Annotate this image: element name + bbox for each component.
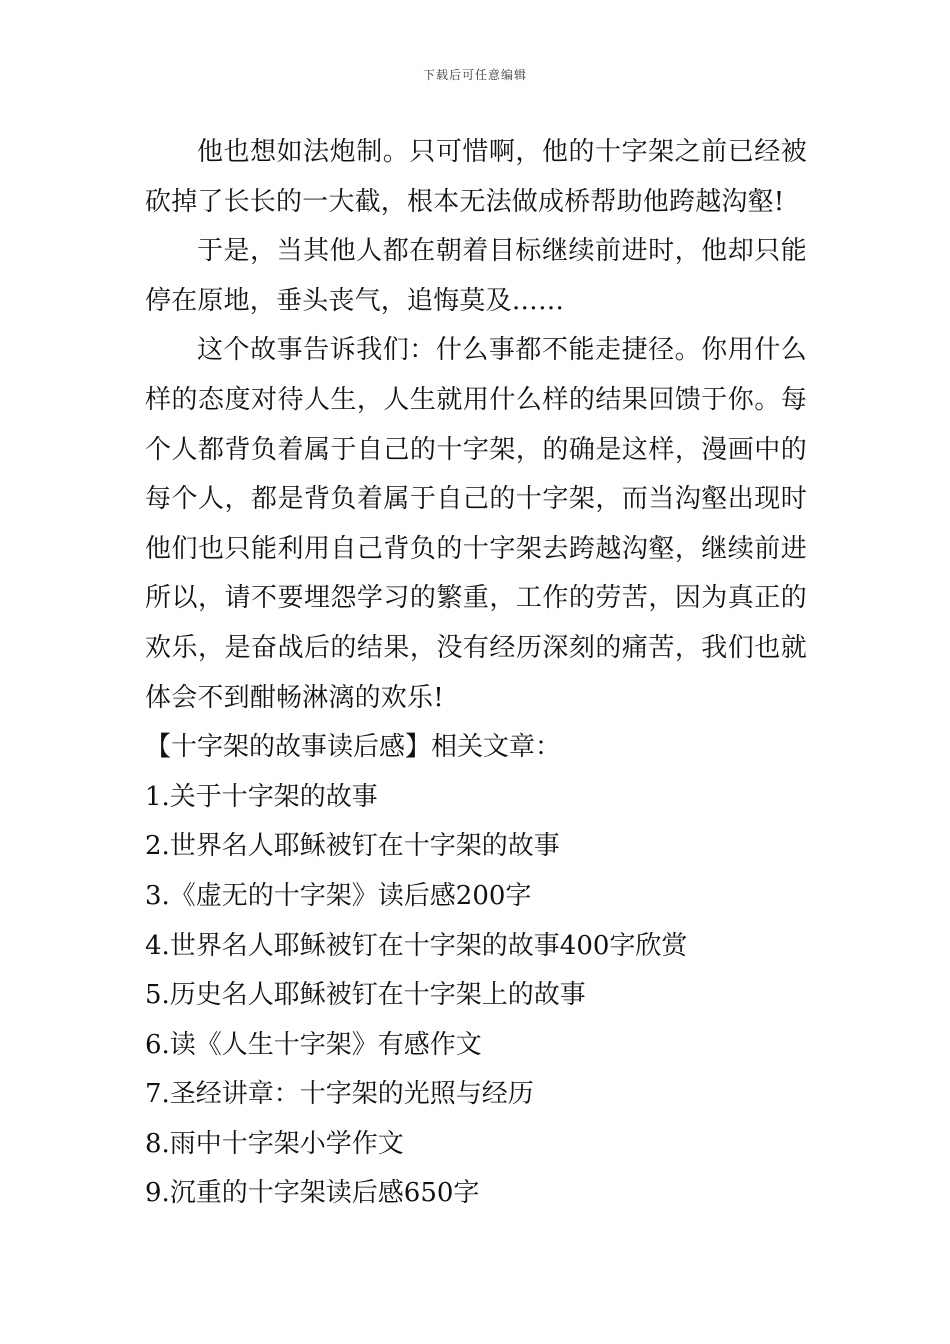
related-article-link[interactable]: 6.读《人生十字架》有感作文 — [145, 1029, 482, 1060]
related-article-link[interactable]: 2.世界名人耶稣被钉在十字架的故事 — [145, 831, 560, 862]
related-article-link[interactable]: 4.世界名人耶稣被钉在十字架的故事400字欣赏 — [145, 930, 688, 961]
paragraph-1: 他也想如法炮制。只可惜啊，他的十字架之前已经被砍掉了长长的一大截，根本无法做成桥帮助他跨越沟壑! — [145, 137, 807, 217]
related-article-link[interactable]: 7.圣经讲章：十字架的光照与经历 — [145, 1079, 534, 1110]
related-articles-heading: 【十字架的故事读后感】相关文章： — [145, 732, 562, 763]
paragraph-3: 这个故事告诉我们：什么事都不能走捷径。你用什么样的态度对待人生，人生就用什么样的结果回馈于你。每个人都背负着属于自己的十字架，的确是这样，漫画中的每个人，都是背负着属于自己的十字架，而当沟壑出现时他们也只能利用自己背负的十字架去跨越沟壑，继续前进所以，请不要埋怨学习的繁重，工作的劳苦，因为真正的欢乐，是奋战后的结果，没有经历深刻的痛苦，我们也就体会不到酣畅淋漓的欢乐! — [145, 335, 807, 713]
related-article-link[interactable]: 5.历史名人耶稣被钉在十字架上的故事 — [145, 980, 586, 1011]
document-body — [145, 128, 807, 1219]
related-article-link[interactable]: 1.关于十字架的故事 — [145, 781, 378, 812]
related-article-link[interactable]: 8.雨中十字架小学作文 — [145, 1128, 404, 1159]
related-article-link[interactable]: 3.《虚无的十字架》读后感200字 — [145, 880, 532, 911]
related-article-link[interactable]: 9.沉重的十字架读后感650字 — [145, 1178, 480, 1209]
paragraph-2: 于是，当其他人都在朝着目标继续前进时，他却只能停在原地，垂头丧气，追悔莫及…… — [145, 236, 807, 316]
header-note: 下载后可任意编辑 — [422, 68, 527, 82]
related-articles-list — [145, 773, 807, 1219]
